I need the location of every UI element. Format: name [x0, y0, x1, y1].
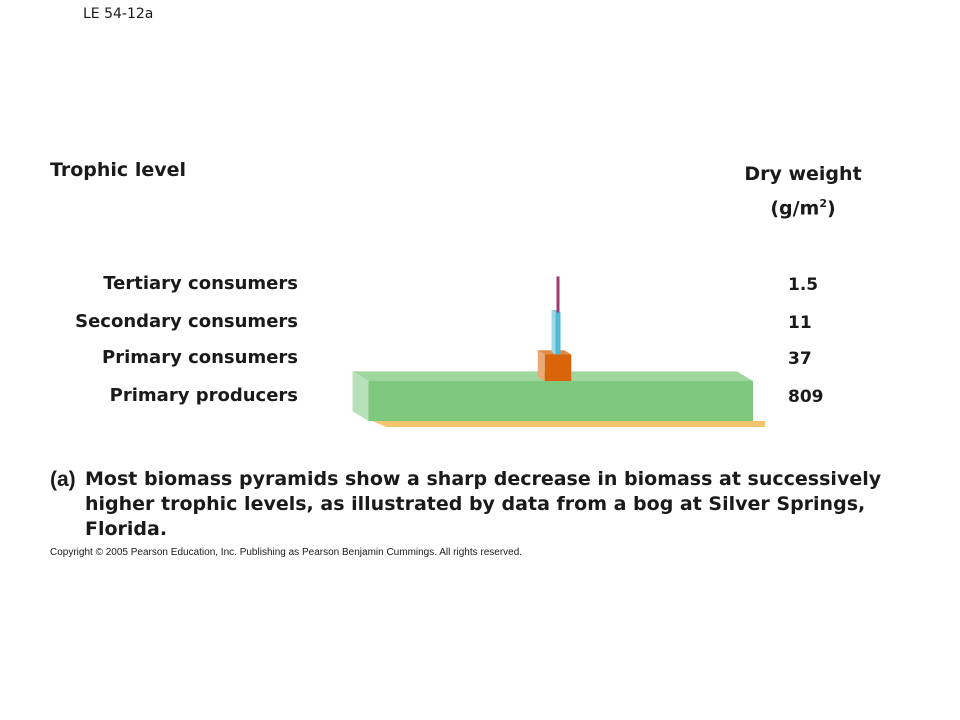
copyright-notice: Copyright © 2005 Pearson Education, Inc. Publishing as Pearson Benjamin Cummings. All rights reserved. [50, 547, 523, 558]
block-front-face [369, 381, 754, 421]
level-label-primary-producers: Primary producers [109, 385, 298, 406]
unit-suffix: ) [827, 197, 836, 220]
block-side-face [552, 310, 556, 354]
figure-caption [50, 467, 930, 542]
level-label-primary-consumers: Primary consumers [102, 347, 298, 368]
slide-label: LE 54-12a [83, 6, 154, 22]
producer-slab-shadow [373, 421, 766, 427]
pyramid-block-secondary [552, 310, 561, 354]
unit-prefix: (g/m [770, 197, 820, 220]
value-secondary: 11 [788, 313, 812, 333]
pyramid-block-tertiary [557, 276, 560, 312]
caption-letter: (a) [50, 468, 76, 491]
trophic-level-header: Trophic level [50, 159, 186, 181]
pyramid-block-primary-consumers [538, 350, 572, 381]
block-front-face [545, 354, 572, 381]
level-label-secondary: Secondary consumers [75, 311, 298, 332]
block-side-face [538, 350, 545, 381]
value-primary-producers: 809 [788, 387, 824, 407]
value-tertiary: 1.5 [788, 275, 819, 295]
caption-text: Most biomass pyramids show a sharp decrease in biomass at successively higher trophic levels, as illustrated by data from a bog at Silver Springs, Florida. [85, 468, 882, 540]
block-front-face [556, 312, 561, 354]
value-primary-consumers: 37 [788, 349, 812, 369]
dry-weight-header-line1: Dry weight [744, 163, 862, 185]
level-label-tertiary: Tertiary consumers [103, 273, 298, 294]
unit-exponent: 2 [819, 197, 827, 210]
